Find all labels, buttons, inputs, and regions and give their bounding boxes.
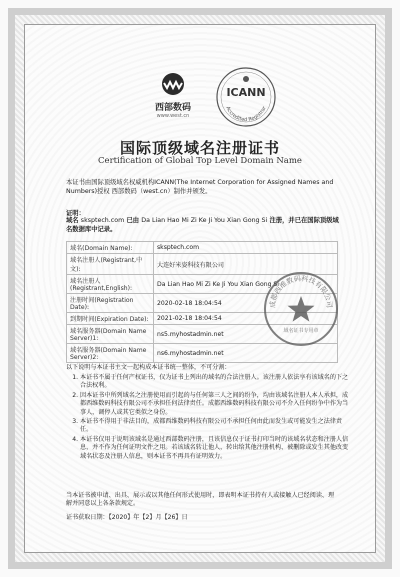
table-row: 到期时间(Expiration Date): 2021-02-18 18:04:54 [67, 313, 338, 325]
icann-ring-text: Accredited Registrar [224, 105, 268, 124]
statement-domain: skspteсh.com [80, 217, 125, 224]
list-item: 3. 本证书不得用于非法目的，成都西维数码科技有限公司不承担任何由此而发生或可能发生之法律责任。 [80, 418, 352, 435]
table-row: 域名注册人(Registrant,English): Da Lian Hao Mi Zi Ke Ji You Xian Gong Si [67, 275, 338, 294]
table-row: 域名服务器(Domain Name Server)2: ns6.myhostadmin.net [67, 344, 338, 363]
seal-ring-text: 成都西维数码科技有限公司 [268, 274, 334, 309]
west-wave-icon [157, 72, 189, 96]
title-english: Certification of Global Top Level Domain Name [98, 156, 302, 166]
west-brand-url: www.west.cn [156, 113, 190, 119]
terms-note: 以下说明与本证书主文一起构成本证书统一整体，不可分割： [66, 364, 231, 371]
table-row: 域名服务器(Domain Name Server)1: ns5.myhostadmin.net [67, 325, 338, 344]
west-logo [147, 72, 199, 119]
statement-registrant: Da Lian Hao Mi Zi Ke Ji You Xian Gong Si [141, 217, 268, 224]
west-brand-name: 西部数码 [154, 103, 191, 113]
table-row: 注册时间(Registration Date): 2020-02-18 18:04:54 [67, 294, 338, 313]
logo-bar [0, 68, 400, 128]
title-chinese: 国际顶级域名注册证书 [119, 139, 280, 157]
terms-list [66, 374, 352, 462]
table-row: 域名(Domain Name): skspteсh.com [67, 242, 338, 254]
issue-date: 证书获取日期：【2020】年【2】月【26】日 [66, 514, 188, 521]
statement-prefix: 域名 [66, 217, 79, 224]
certify-heading: 证明： [66, 210, 85, 217]
list-item: 2. 因本证书中所列域名之注册使用而引起的与任何第三人之间的纷争，均由该域名注册人本人承担，成都西维数码科技有限公司不承担任何法律责任。成都西维数码科技有限公司不介入任何纷争中作为当事人，调停人或其它类似之身份。 [80, 392, 352, 417]
list-item: 1. 本证书不属于任何产权证书，仅为证书上列出的域名的合法注册人。该注册人依法享有该域名的下之合法权利。 [80, 374, 352, 391]
statement-mid: 已由 [126, 217, 140, 224]
footer-text: 当本证书被申请、出具、展示或以其他任何形式使用时，即表明本证书持有人或接触人已经阅读、理解并同意以上各条款规定。 [66, 492, 335, 508]
certify-statement [66, 216, 341, 234]
intro-text: 本证书由国际顶级域名权威机构ICANN(The Internet Corporation for Assigned Names and Numbers)授权 西部数码（west.cn）制作并颁发。 [66, 179, 334, 195]
icann-text: ICANN [226, 86, 266, 99]
seal-bottom-text: 域名证书专用章 [283, 328, 319, 334]
icann-logo [215, 66, 277, 128]
official-seal-icon [262, 270, 340, 348]
table-row: 域名注册人(Registrant,中文): 大连好米姿科技有限公司 [67, 254, 338, 275]
statement-suffix: 注册，并已在国际顶级域名数据库中记录。 [66, 217, 339, 233]
list-item: 4. 本证书仅用于说明该域名是通过西部数码注册，且该信息仅于证书打印当时的该域名状态和注册人信息，并不作为任何证明文件之用。若该域名转让他人，转出给其他注册机构、被删除或发生其他改变域名状态及注册人信息，则本证书不再具有证明效力。 [80, 436, 352, 461]
